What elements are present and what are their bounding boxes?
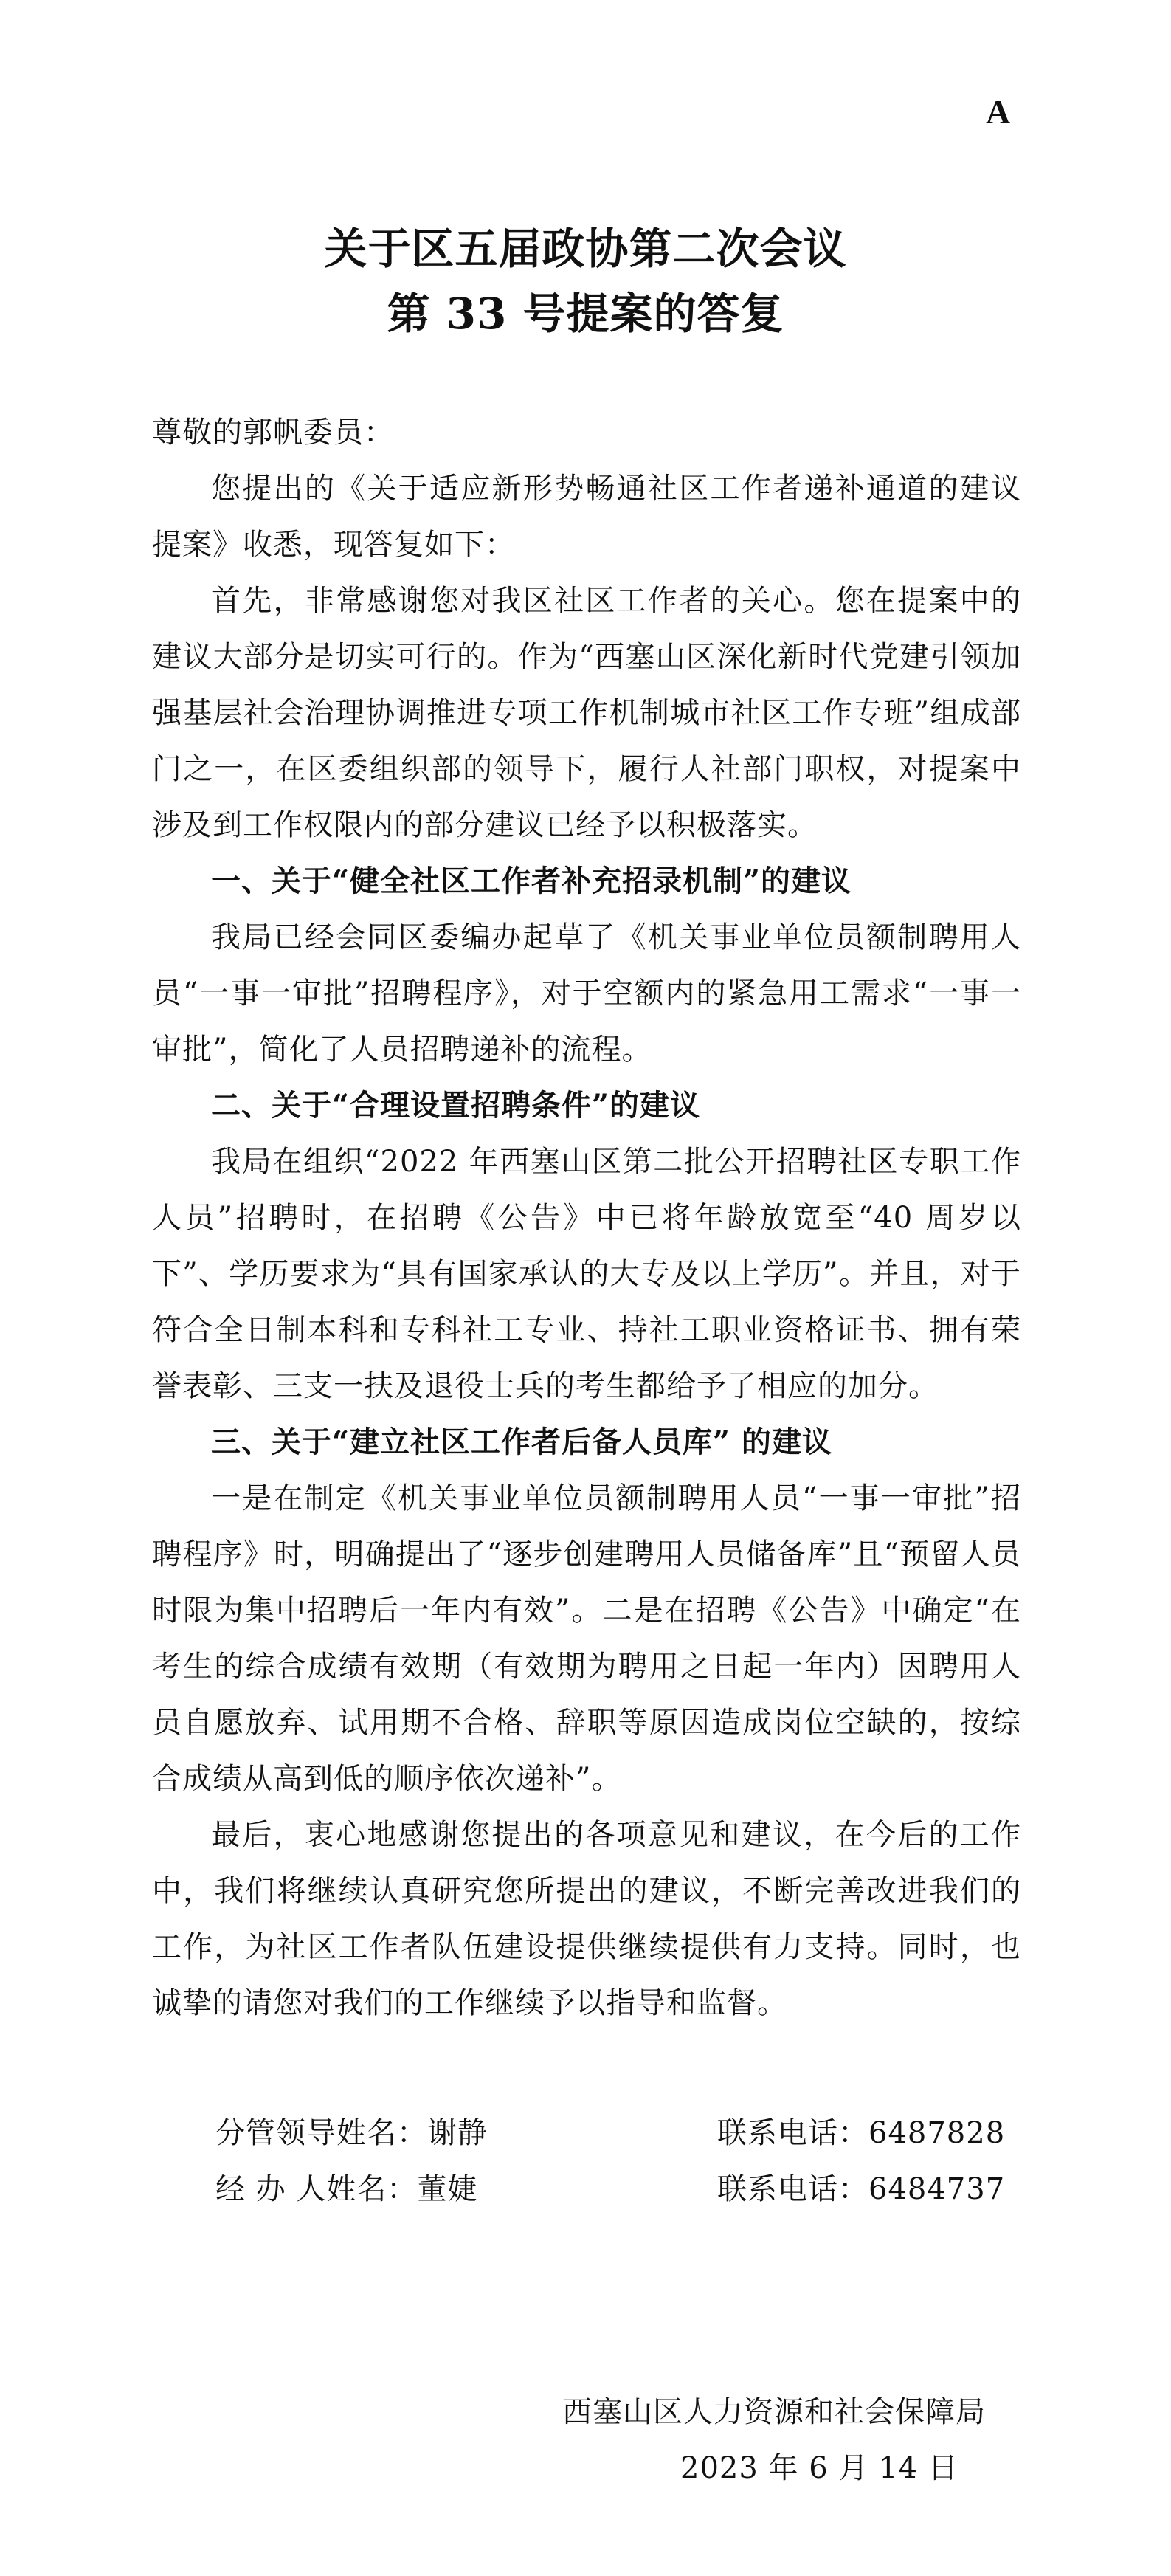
closing-paragraph: 最后，衷心地感谢您提出的各项意见和建议，在今后的工作中，我们将继续认真研究您所提出的建议，不断完善改进我们的工作，为社区工作者队伍建设提供继续提供有力支持。同时，也诚挚的请您对我们的工作继续予以指导和监督。 (152, 1818, 1021, 2020)
section-heading-3: 三、关于“建立社区工作者后备人员库” 的建议 (211, 1425, 832, 1459)
salutation: 尊敬的郭帆委员： (152, 416, 394, 450)
letter-body (152, 461, 1021, 2031)
grade-mark: A (986, 93, 1011, 131)
signature-block (562, 2384, 1005, 2496)
thanks-paragraph: 首先，非常感谢您对我区社区工作者的关心。您在提案中的建议大部分是切实可行的。作为“西塞山区深化新时代党建引领加强基层社会治理协调推进专项工作机制城市社区工作专班”组成部门之一，在区委组织部的领导下，履行人社部门职权，对提案中涉及到工作权限内的部分建议已经予以积极落实。 (152, 584, 1021, 842)
section-paragraph-3: 一是在制定《机关事业单位员额制聘用人员“一事一审批”招聘程序》时，明确提出了“逐步创建聘用人员储备库”且“预留人员时限为集中招聘后一年内有效”。二是在招聘《公告》中确定“在考生的综合成绩有效期（有效期为聘用之日起一年内）因聘用人员自愿放弃、试用期不合格、辞职等原因造成岗位空缺的，按综合成绩从高到低的顺序依次递补”。 (152, 1481, 1021, 1796)
issue-date: 2023 年 6 月 14 日 (680, 2451, 958, 2485)
handler-phone: 联系电话：6484737 (717, 2172, 1006, 2206)
leader-phone: 联系电话：6487828 (717, 2116, 1006, 2150)
leader-name: 分管领导姓名：谢静 (215, 2116, 488, 2150)
section-heading-2: 二、关于“合理设置招聘条件”的建议 (211, 1088, 701, 1123)
title-line-1: 关于区五届政协第二次会议 (324, 224, 847, 274)
title-line-2: 第 33 号提案的答复 (387, 289, 784, 339)
issuing-organization: 西塞山区人力资源和社会保障局 (562, 2395, 986, 2429)
section-heading-1: 一、关于“健全社区工作者补充招录机制”的建议 (211, 864, 852, 898)
handler-name: 经 办 人姓名：董婕 (215, 2172, 478, 2206)
contact-row (215, 2161, 1027, 2217)
section-paragraph-1: 我局已经会同区委编办起草了《机关事业单位员额制聘用人员“一事一审批”招聘程序》，对于空额内的紧急用工需求“一事一审批”，简化了人员招聘递补的流程。 (152, 920, 1021, 1067)
section-paragraph-2: 我局在组织“2022 年西塞山区第二批公开招聘社区专职工作人员”招聘时，在招聘《公告》中已将年龄放宽至“40 周岁以下”、学历要求为“具有国家承认的大专及以上学历”。并且，对于符合全日制本科和专科社工专业、持社工职业资格证书、拥有荣誉表彰、三支一扶及退役士兵的考生都给予了相应的加分。 (152, 1145, 1021, 1403)
contact-block (215, 2105, 1027, 2217)
intro-paragraph: 您提出的《关于适应新形势畅通社区工作者递补通道的建议提案》收悉，现答复如下： (152, 472, 1021, 562)
contact-row (215, 2105, 1027, 2161)
